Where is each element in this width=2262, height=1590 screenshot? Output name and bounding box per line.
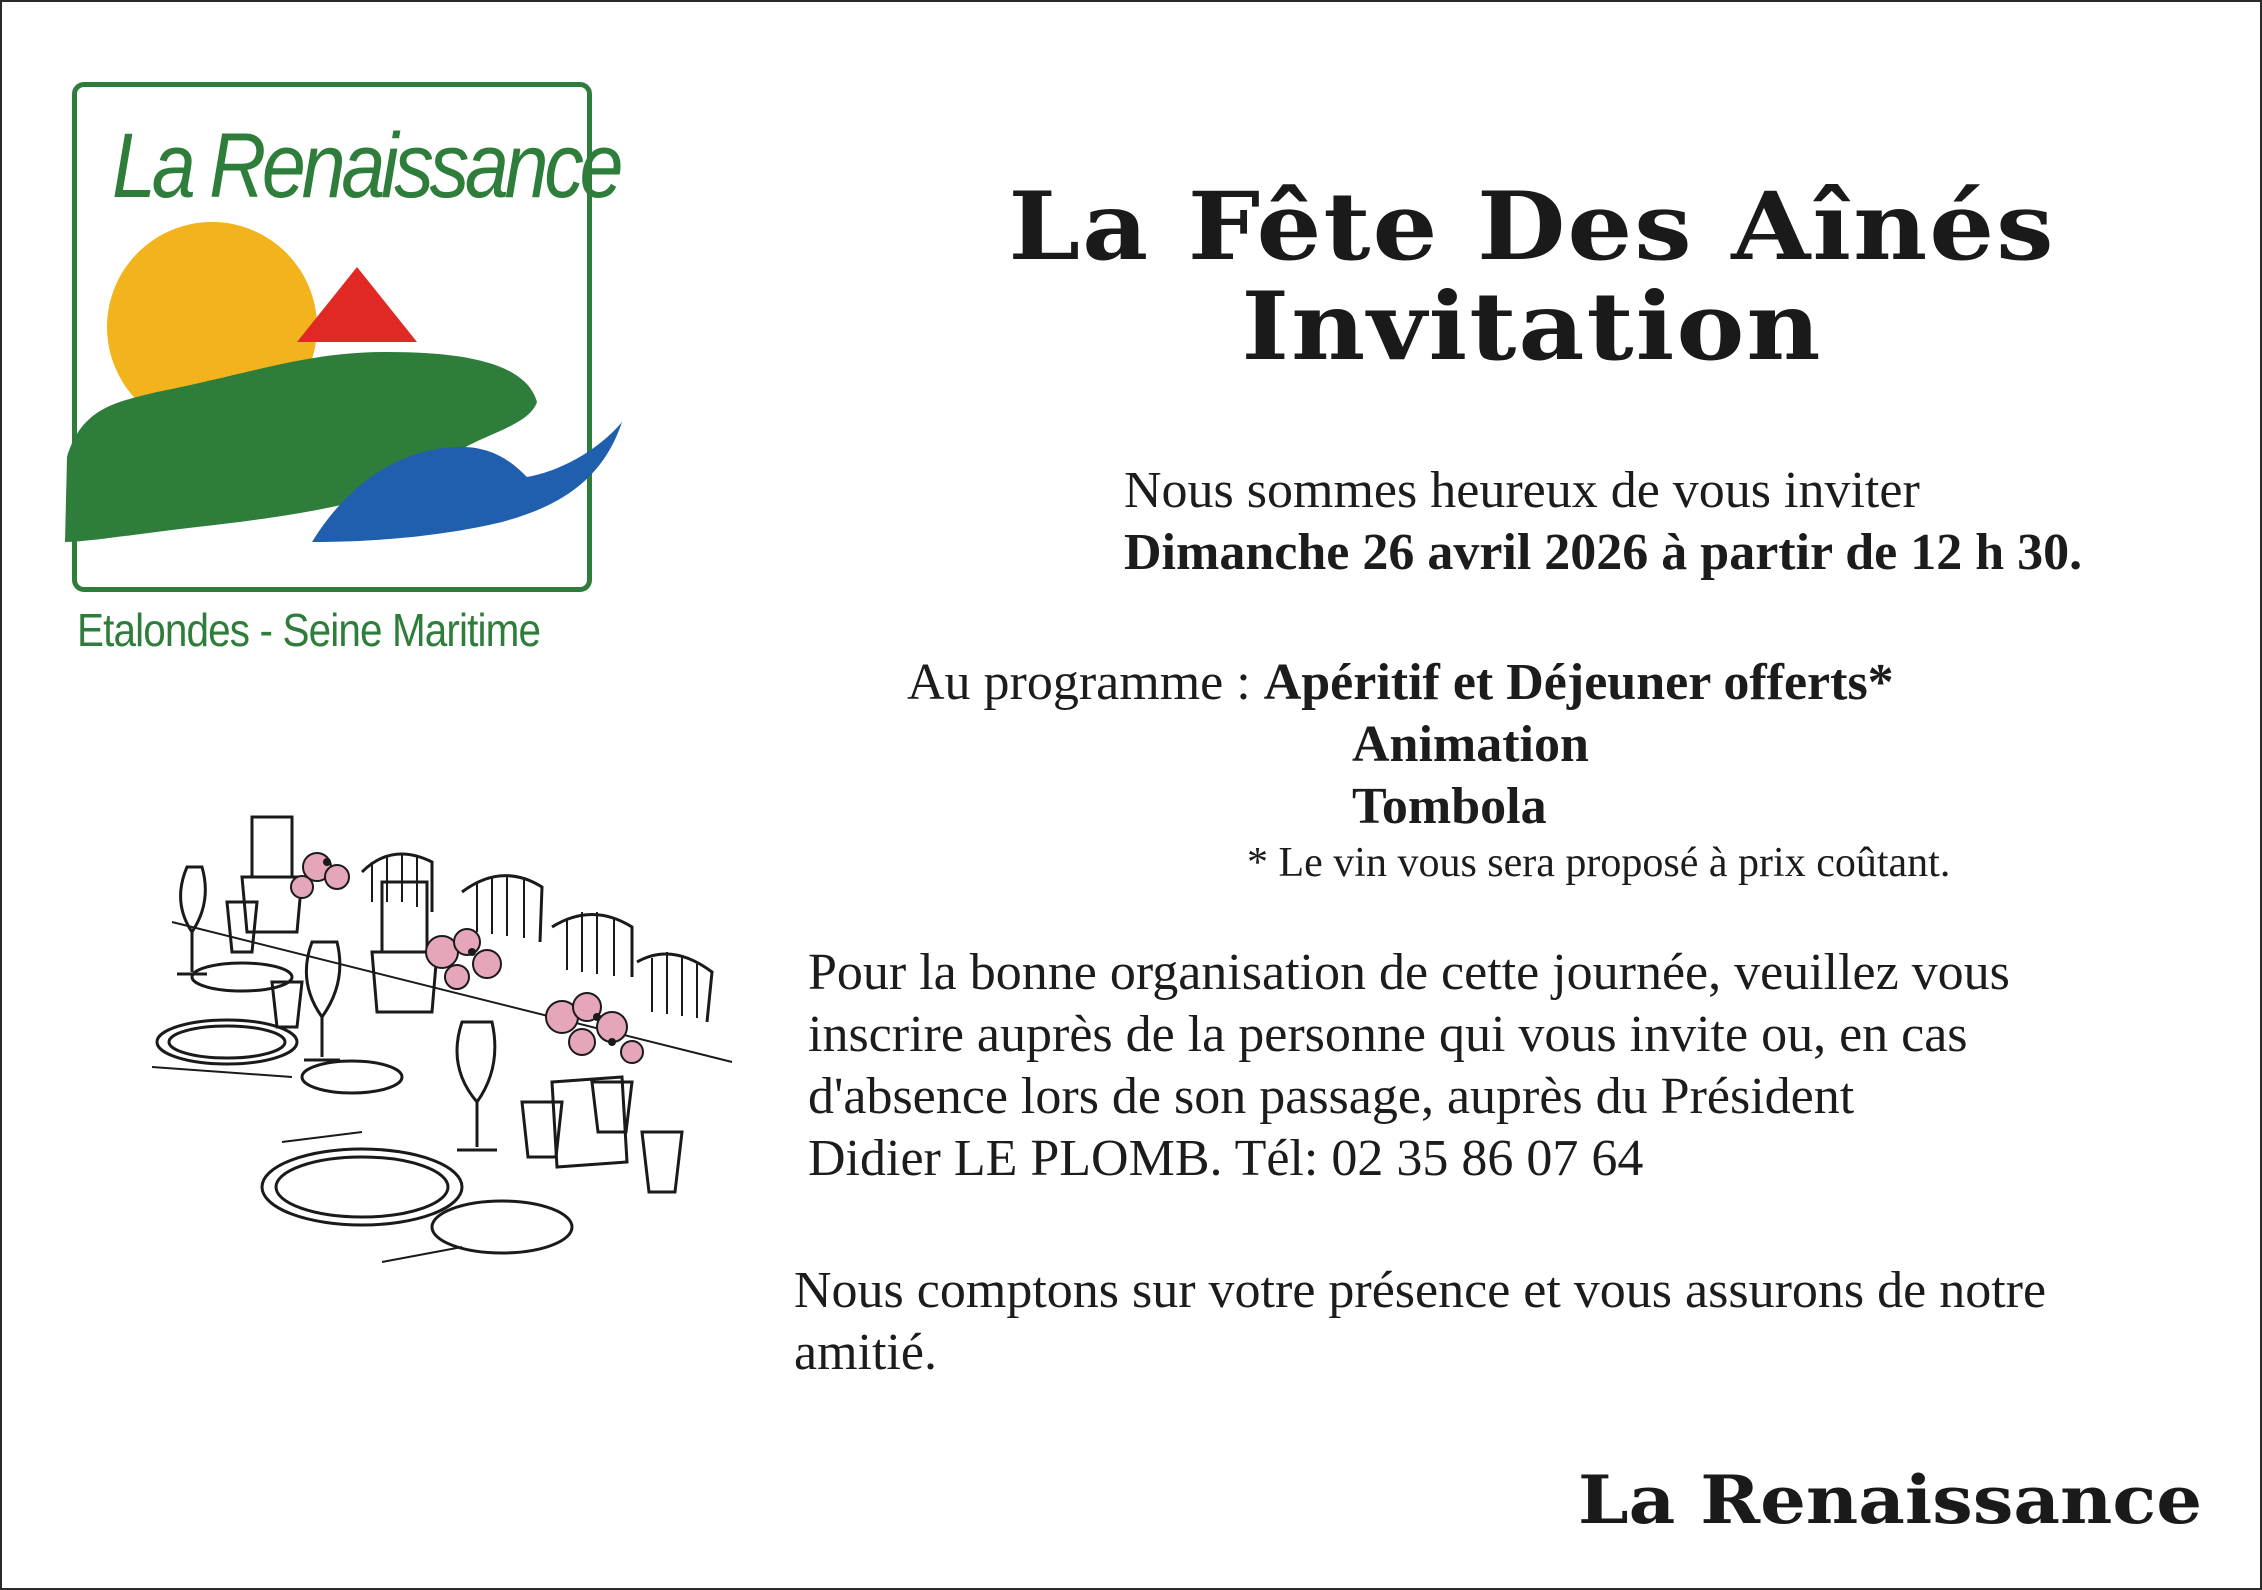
program-item-tombola: Tombola xyxy=(1352,778,1547,835)
title-line-1: La Fête Des Aînés xyxy=(1008,171,2056,283)
table-setting-illustration xyxy=(132,802,772,1282)
organisation-line-1: Pour la bonne organisation de cette journée, veuillez vous xyxy=(808,944,2010,1001)
closing-line-2: amitié. xyxy=(794,1324,937,1381)
logo-emblem xyxy=(57,242,637,552)
title-line-2: Invitation xyxy=(1241,271,1823,383)
program-block xyxy=(907,652,1894,838)
closing-line-1: Nous comptons sur votre présence et vous assurons de notre xyxy=(794,1262,2047,1319)
intro-line-1: Nous sommes heureux de vous inviter xyxy=(1124,462,1920,519)
program-item-aperitif: Apéritif et Déjeuner offerts* xyxy=(1263,654,1894,711)
logo-caption: Etalondes - Seine Maritime xyxy=(77,604,541,656)
intro-block xyxy=(1124,460,2082,584)
program-label: Au programme : xyxy=(907,654,1264,711)
signature: La Renaissance xyxy=(1577,1460,2202,1539)
program-item-animation: Animation xyxy=(1352,716,1589,773)
organisation-line-3: d'absence lors de son passage, auprès du Président xyxy=(808,1068,1855,1125)
organisation-line-4: Didier LE PLOMB. Tél: 02 35 86 07 64 xyxy=(808,1130,1644,1187)
roof-icon xyxy=(297,267,417,342)
closing-block xyxy=(794,1260,2046,1384)
organisation-block xyxy=(808,942,2010,1190)
logo-name: La Renaissance xyxy=(112,115,620,217)
organisation-line-2: inscrire auprès de la personne qui vous invite ou, en cas xyxy=(808,1006,1968,1063)
page-title xyxy=(832,171,2232,383)
event-date: Dimanche 26 avril 2026 à partir de 12 h 30. xyxy=(1124,524,2083,581)
wine-note: * Le vin vous sera proposé à prix coûtant. xyxy=(1247,840,1951,886)
